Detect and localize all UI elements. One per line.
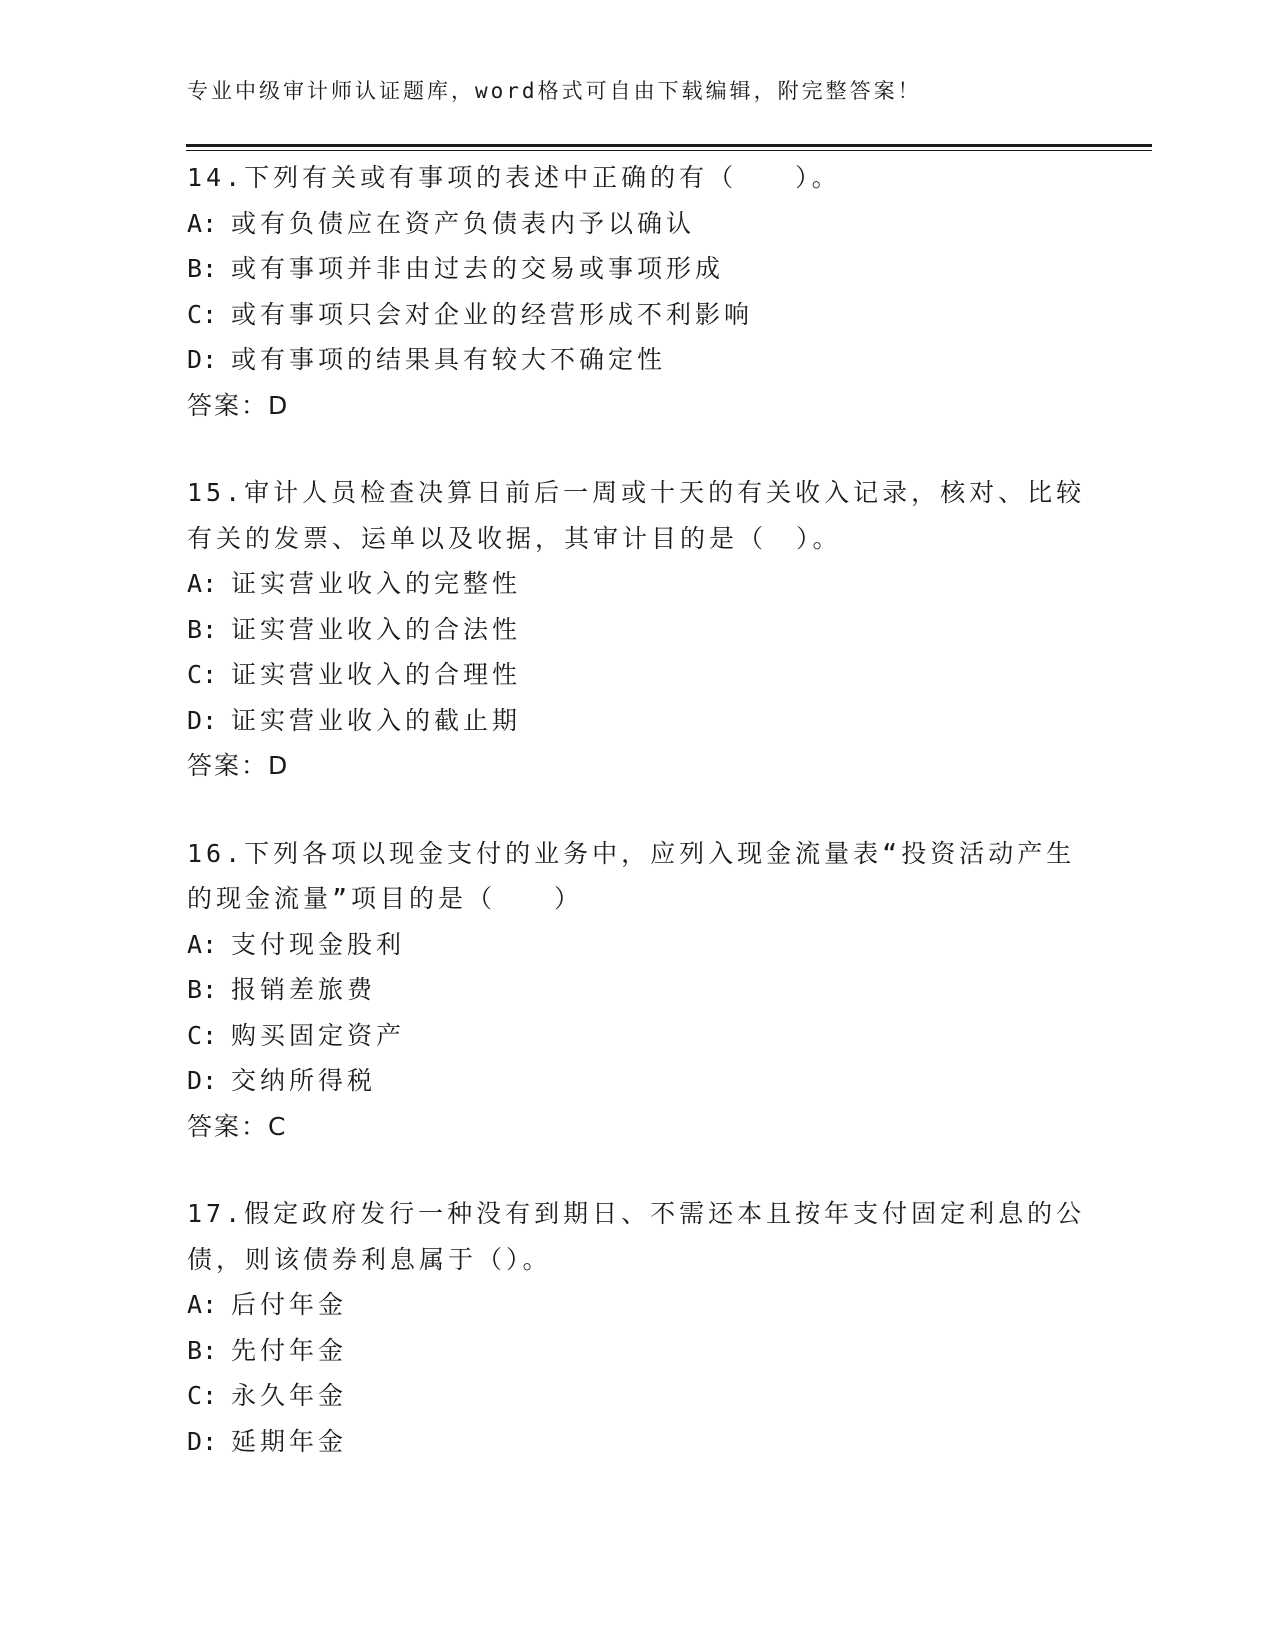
option-a [187, 1282, 1087, 1328]
option-key: B: [187, 975, 218, 1004]
option-key: D: [187, 345, 218, 374]
option-text: 或有负债应在资产负债表内予以确认 [231, 208, 696, 238]
option-text: 或有事项并非由过去的交易或事项形成 [231, 254, 725, 283]
option-key: D: [187, 705, 218, 735]
question-stem: 17.假定政府发行一种没有到期日、不需还本且按年支付固定利息的公债，则该债券利息属于（）。 [187, 1199, 1086, 1274]
option-key: A: [187, 208, 218, 238]
option-text: 证实营业收入的合理性 [231, 660, 522, 689]
option-text: 延期年金 [231, 1426, 348, 1456]
option-b [187, 967, 1087, 1013]
option-text: 或有事项只会对企业的经营形成不利影响 [231, 299, 754, 329]
header-divider-thin [186, 150, 1152, 151]
option-key: A: [187, 1290, 218, 1319]
question-stem: 14.下列有关或有事项的表述中正确的有（ ）。 [187, 163, 841, 192]
option-text: 先付年金 [231, 1335, 348, 1365]
option-b [187, 1328, 1087, 1374]
question-stem: 16.下列各项以现金支付的业务中，应列入现金流量表“投资活动产生的现金流量”项目的是（ ） [187, 838, 1076, 913]
option-text: 证实营业收入的完整性 [231, 569, 522, 598]
option-key: A: [187, 929, 218, 959]
page-header: 专业中级审计师认证题库，word格式可自由下载编辑，附完整答案！ [187, 79, 922, 103]
question-15 [187, 470, 1087, 789]
option-d [187, 337, 1087, 383]
option-b [187, 607, 1087, 653]
option-b [187, 246, 1087, 292]
option-c [187, 292, 1087, 338]
option-text: 证实营业收入的截止期 [231, 705, 522, 735]
option-text: 或有事项的结果具有较大不确定性 [231, 345, 667, 374]
option-text: 交纳所得税 [231, 1066, 377, 1095]
option-c [187, 652, 1087, 698]
option-key: B: [187, 614, 218, 644]
question-17 [187, 1191, 1087, 1464]
option-a [187, 922, 1087, 968]
option-text: 支付现金股利 [231, 929, 406, 959]
option-c [187, 1373, 1087, 1419]
option-text: 购买固定资产 [231, 1020, 406, 1050]
answer-line: 答案：C [187, 1111, 288, 1141]
answer-line: 答案：D [187, 751, 290, 780]
option-c [187, 1013, 1087, 1059]
option-text: 报销差旅费 [231, 975, 377, 1004]
option-key: B: [187, 254, 218, 283]
option-d [187, 1419, 1087, 1465]
option-key: C: [187, 1020, 218, 1050]
question-list [187, 155, 1087, 1506]
question-14 [187, 155, 1087, 428]
option-key: C: [187, 299, 218, 329]
option-a [187, 201, 1087, 247]
option-text: 证实营业收入的合法性 [231, 614, 522, 644]
answer-line: 答案：D [187, 390, 290, 420]
option-key: C: [187, 660, 218, 689]
option-key: A: [187, 569, 218, 598]
option-key: D: [187, 1426, 218, 1456]
option-text: 永久年金 [231, 1381, 348, 1410]
header-divider-thick [186, 144, 1152, 147]
question-16 [187, 831, 1087, 1150]
option-key: C: [187, 1381, 218, 1410]
option-d [187, 698, 1087, 744]
question-stem: 15.审计人员检查决算日前后一周或十天的有关收入记录，核对、比较有关的发票、运单以及收据，其审计目的是（ ）。 [187, 478, 1086, 553]
option-a [187, 561, 1087, 607]
option-key: D: [187, 1066, 218, 1095]
option-text: 后付年金 [231, 1290, 348, 1319]
option-key: B: [187, 1335, 218, 1365]
option-d [187, 1058, 1087, 1104]
